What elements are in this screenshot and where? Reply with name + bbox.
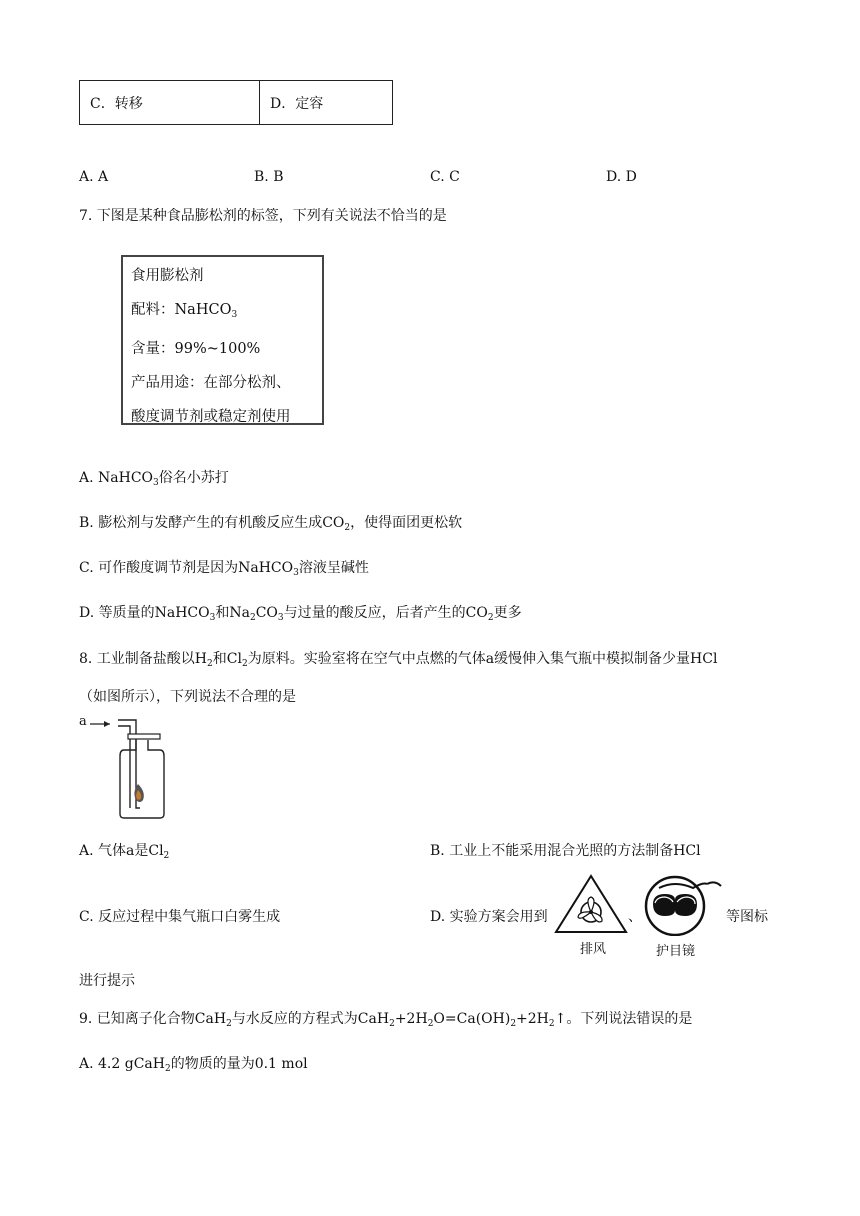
q6-option-a[interactable]: A. A xyxy=(79,169,109,185)
q9-stem: 9. 已知离子化合物CaH$_2$与水反应的方程式为$CaH_2+2H_2O=Ca(OH)_2+2H_2↑$。下列说法错误的是 xyxy=(79,1011,693,1029)
label-use-line1: 产品用途：在部分松剂、 xyxy=(131,375,291,391)
q8-option-c[interactable]: C. 反应过程中集气瓶口白雾生成 xyxy=(79,909,281,925)
label-ingredient: 配料：NaHCO$_3$ xyxy=(131,302,238,320)
q6-cell-c: C．转移 xyxy=(80,81,260,124)
q6-option-b[interactable]: B. B xyxy=(254,169,284,185)
label-use-line2: 酸度调节剂或稳定剂使用 xyxy=(131,409,291,425)
q8-option-a[interactable]: A. 气体a是$Cl_2$ xyxy=(79,843,170,861)
q8-option-d[interactable]: D. 实验方案会用到 xyxy=(430,909,548,925)
q6-cell-d: D．定容 xyxy=(270,95,324,112)
label-content: 含量：99%~100% xyxy=(131,341,261,357)
ventilation-caption: 排风 xyxy=(580,942,607,957)
q7-option-b[interactable]: B. 膨松剂与发酵产生的有机酸反应生成$CO_2$，使得面团更松软 xyxy=(79,515,463,533)
ventilation-fan-icon xyxy=(553,873,629,935)
q7-option-c[interactable]: C. 可作酸度调节剂是因为NaHCO$_3$溶液呈碱性 xyxy=(79,560,369,578)
q8-option-d-cont: 进行提示 xyxy=(79,973,135,989)
label-title: 食用膨松剂 xyxy=(131,268,204,284)
q7-option-d[interactable]: D. 等质量的NaHCO$_3$和$Na_2CO_3$与过量的酸反应，后者产生的$CO_2$更多 xyxy=(79,605,522,623)
goggles-icon xyxy=(641,874,723,936)
q7-option-a[interactable]: A. NaHCO$_3$俗名小苏打 xyxy=(79,470,229,488)
q6-option-table xyxy=(79,80,393,125)
q9-option-a[interactable]: A. 4.2 gCaH$_2$的物质的量为0.1 mol xyxy=(79,1056,308,1074)
gas-a-label: a xyxy=(79,714,87,729)
gas-bottle-apparatus xyxy=(88,712,178,820)
food-label-box xyxy=(121,255,324,425)
q8-stem-line2: （如图所示），下列说法不合理的是 xyxy=(79,689,296,705)
q8-option-d-end: 等图标 xyxy=(726,909,768,925)
icon-separator: 、 xyxy=(628,909,642,925)
q8-option-b[interactable]: B. 工业上不能采用混合光照的方法制备HCl xyxy=(430,843,701,859)
goggles-caption: 护目镜 xyxy=(656,944,696,959)
q8-stem: 8. 工业制备盐酸以$H_2$和$Cl_2$为原料。实验室将在空气中点燃的气体a缓慢伸入集气瓶中模拟制备少量HCl xyxy=(79,651,718,669)
q7-stem: 7. 下图是某种食品膨松剂的标签，下列有关说法不恰当的是 xyxy=(79,208,447,224)
q6-option-c[interactable]: C. C xyxy=(430,169,460,185)
q6-option-d[interactable]: D. D xyxy=(606,169,637,185)
